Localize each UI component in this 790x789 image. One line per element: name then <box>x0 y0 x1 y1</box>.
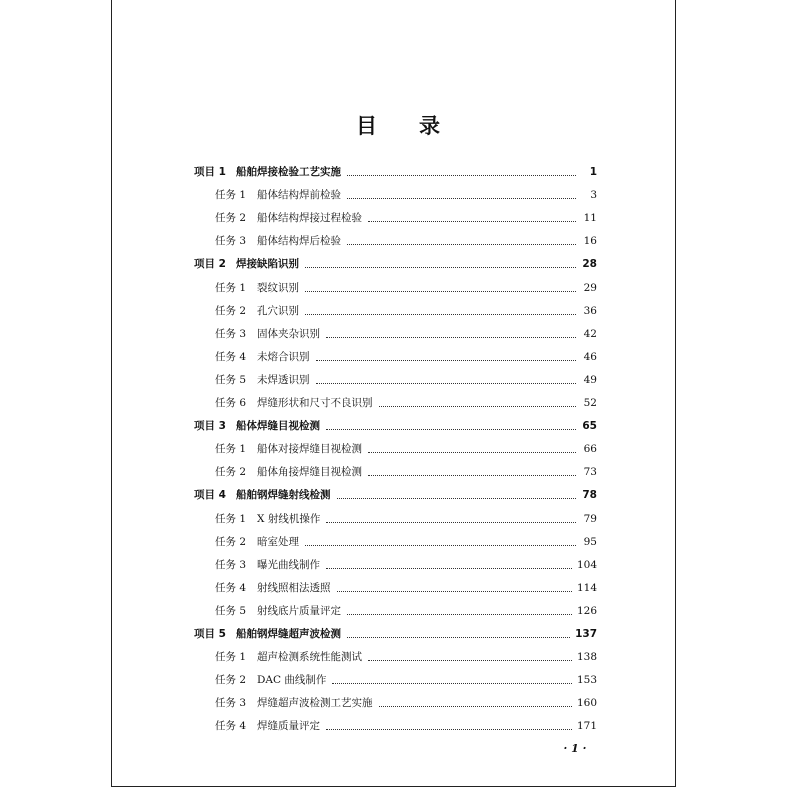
dot-leader <box>347 174 576 176</box>
toc-entry-title: 焊缝超声波检测工艺实施 <box>257 697 373 710</box>
toc-entry-title: 焊接缺陷识别 <box>236 258 299 271</box>
toc-task-entry[interactable] <box>215 534 597 550</box>
toc-project-entry[interactable] <box>194 164 597 180</box>
toc-entry-page: 95 <box>583 535 597 548</box>
toc-entry-number: 任务 2 <box>215 674 247 687</box>
toc-project-entry[interactable] <box>194 256 597 272</box>
toc-entry-number: 任务 2 <box>215 304 247 317</box>
toc-entry-title: 射线照相法透照 <box>257 581 331 594</box>
toc-task-entry[interactable] <box>215 464 597 480</box>
toc-task-entry[interactable] <box>215 695 597 711</box>
toc-entry-title: 曝光曲线制作 <box>257 558 320 571</box>
toc-entry-number: 任务 3 <box>215 327 247 340</box>
toc-task-entry[interactable] <box>215 511 597 527</box>
page-number: · 1 · <box>563 742 587 755</box>
page-title-char: 录 <box>419 114 440 138</box>
dot-leader <box>316 382 577 384</box>
toc-entry-title: 射线底片质量评定 <box>257 604 341 617</box>
toc-entry-title: 船舶钢焊缝超声波检测 <box>236 628 341 640</box>
toc-entry-title: 暗室处理 <box>257 535 299 548</box>
dot-leader <box>347 243 576 245</box>
toc-entry-number: 任务 1 <box>215 189 247 202</box>
toc-entry-number: 项目 3 <box>194 420 226 433</box>
toc-entry-number: 任务 1 <box>215 651 247 664</box>
toc-entry-page: 153 <box>576 674 597 687</box>
toc-entry-number: 项目 2 <box>194 258 226 271</box>
toc-entry-number: 任务 5 <box>215 373 247 386</box>
toc-entry-number: 项目 4 <box>194 489 226 502</box>
toc-entry-page: 65 <box>582 420 597 433</box>
toc-entry-number: 任务 1 <box>215 281 247 294</box>
toc-entry-title: 船舶钢焊缝射线检测 <box>236 489 331 502</box>
toc-entry-number: 任务 1 <box>215 512 247 525</box>
toc-entry-page: 49 <box>583 373 597 386</box>
toc-entry-title: 固体夹杂识别 <box>257 327 320 340</box>
dot-leader <box>326 336 576 338</box>
toc-entry-number: 任务 3 <box>215 235 247 248</box>
toc-entry-page: 160 <box>576 697 597 710</box>
toc-entry-page: 104 <box>576 558 597 571</box>
toc-task-entry[interactable] <box>215 649 597 665</box>
toc-entry-number: 任务 4 <box>215 581 247 594</box>
toc-entry-page: 138 <box>576 651 597 664</box>
toc-entry-page: 36 <box>583 304 597 317</box>
toc-project-entry[interactable] <box>194 626 597 642</box>
toc-task-entry[interactable] <box>215 718 597 734</box>
dot-leader <box>347 636 570 638</box>
toc-entry-number: 任务 6 <box>215 397 247 409</box>
toc-entry-page: 78 <box>582 489 597 502</box>
dot-leader <box>326 521 576 523</box>
toc-entry-page: 1 <box>589 166 597 178</box>
dot-leader <box>326 567 572 569</box>
toc-entry-number: 任务 1 <box>215 443 247 456</box>
toc-task-entry[interactable] <box>215 580 597 596</box>
toc-task-entry[interactable] <box>215 280 597 296</box>
toc-task-entry[interactable] <box>215 187 597 203</box>
toc-entry-title: 裂纹识别 <box>257 281 299 294</box>
toc-entry-page: 46 <box>583 350 597 363</box>
toc-task-entry[interactable] <box>215 372 597 388</box>
toc-entry-page: 126 <box>576 604 597 617</box>
dot-leader <box>368 220 576 222</box>
toc-entry-page: 137 <box>575 628 597 640</box>
toc-task-entry[interactable] <box>215 210 597 226</box>
toc-entry-page: 73 <box>583 466 597 479</box>
toc-task-entry[interactable] <box>215 557 597 573</box>
toc-entry-page: 28 <box>582 258 597 271</box>
toc-entry-title: 未熔合识别 <box>257 350 310 363</box>
toc-project-entry[interactable] <box>194 487 597 503</box>
toc-entry-title: 未焊透识别 <box>257 373 310 386</box>
dot-leader <box>347 197 576 199</box>
toc-entry-title: 超声检测系统性能测试 <box>257 651 362 664</box>
toc-task-entry[interactable] <box>215 603 597 619</box>
dot-leader <box>305 313 576 315</box>
toc-task-entry[interactable] <box>215 395 597 411</box>
dot-leader <box>326 428 576 430</box>
toc-entry-title: 船舶焊接检验工艺实施 <box>236 166 341 178</box>
toc-entry-page: 29 <box>583 281 597 294</box>
dot-leader <box>337 497 577 499</box>
toc-entry-title: 船体结构焊前检验 <box>257 189 341 202</box>
toc-entry-title: 船体角接焊缝目视检测 <box>257 466 362 479</box>
toc-task-entry[interactable] <box>215 233 597 249</box>
toc-entry-number: 任务 2 <box>215 535 247 548</box>
toc-entry-title: 船体结构焊接过程检验 <box>257 212 362 225</box>
toc-entry-title: 船体对接焊缝目视检测 <box>257 443 362 456</box>
toc-entry-number: 任务 4 <box>215 720 247 733</box>
toc-entry-number: 任务 3 <box>215 697 247 710</box>
toc-entry-page: 11 <box>583 212 597 225</box>
dot-leader <box>332 682 572 684</box>
dot-leader <box>379 405 577 407</box>
dot-leader <box>347 613 572 615</box>
dot-leader <box>368 451 576 453</box>
toc-entry-title: 焊缝质量评定 <box>257 720 320 733</box>
toc-task-entry[interactable] <box>215 326 597 342</box>
toc-entry-title: 船体焊缝目视检测 <box>236 420 320 433</box>
dot-leader <box>326 728 572 730</box>
toc-entry-page: 3 <box>590 189 597 202</box>
toc-entry-page: 114 <box>576 581 597 594</box>
toc-entry-page: 171 <box>576 720 597 733</box>
dot-leader <box>379 705 572 707</box>
toc-task-entry[interactable] <box>215 441 597 457</box>
toc-entry-page: 16 <box>583 235 597 248</box>
page-title-char: 目 <box>356 114 377 138</box>
toc-entry-title: X 射线机操作 <box>257 512 321 525</box>
toc-entry-title: DAC 曲线制作 <box>257 674 327 687</box>
toc-task-entry[interactable] <box>215 349 597 365</box>
toc-entry-title: 船体结构焊后检验 <box>257 235 341 248</box>
toc-project-entry[interactable] <box>194 418 597 434</box>
dot-leader <box>305 290 576 292</box>
dot-leader <box>337 590 572 592</box>
dot-leader <box>368 659 572 661</box>
toc-entry-number: 任务 2 <box>215 212 247 225</box>
toc-entry-number: 任务 2 <box>215 466 247 479</box>
toc-entry-title: 孔穴识别 <box>257 304 299 317</box>
dot-leader <box>305 266 576 268</box>
toc-entry-number: 任务 5 <box>215 604 247 617</box>
toc-entry-page: 79 <box>583 512 597 525</box>
toc-entry-number: 项目 1 <box>194 166 226 178</box>
dot-leader <box>316 359 577 361</box>
toc-task-entry[interactable] <box>215 672 597 688</box>
toc-task-entry[interactable] <box>215 303 597 319</box>
toc-entry-number: 任务 4 <box>215 350 247 363</box>
toc-entry-page: 52 <box>583 397 597 409</box>
toc-entry-number: 任务 3 <box>215 558 247 571</box>
toc-entry-title: 焊缝形状和尺寸不良识别 <box>257 397 373 409</box>
toc-entry-page: 42 <box>583 327 597 340</box>
toc-entry-page: 66 <box>583 443 597 456</box>
dot-leader <box>368 474 576 476</box>
toc-entry-number: 项目 5 <box>194 628 226 640</box>
dot-leader <box>305 544 576 546</box>
